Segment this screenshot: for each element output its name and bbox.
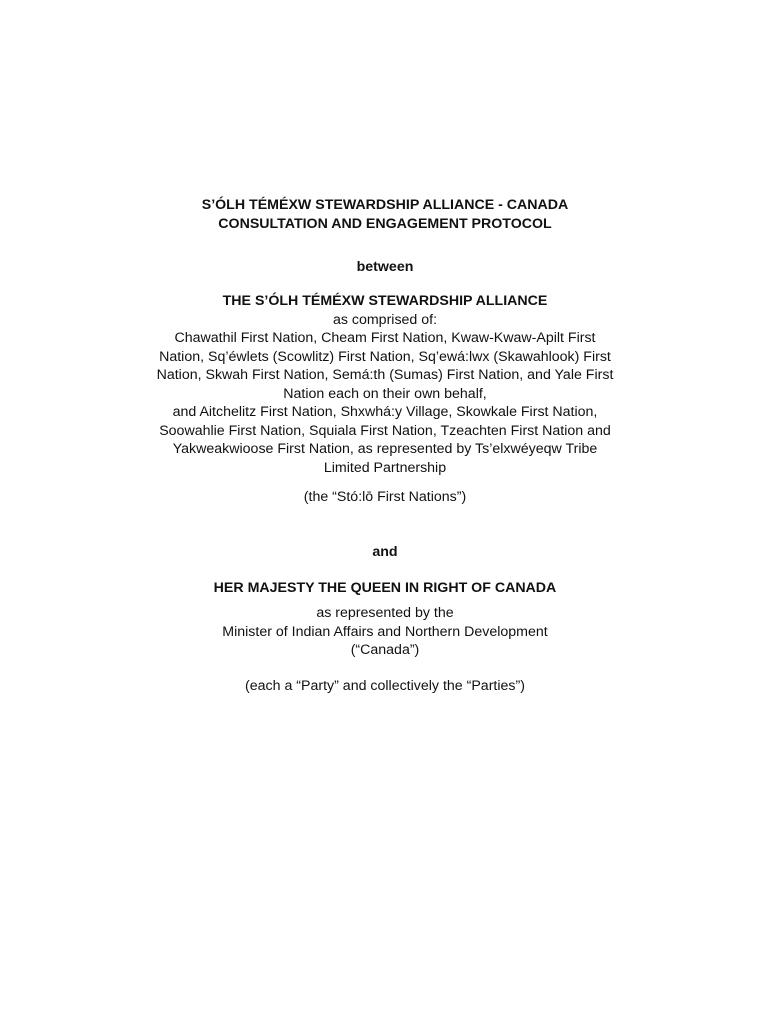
first-party-line-6: and Aitchelitz First Nation, Shxwhá:y Village, Skowkale First Nation, bbox=[172, 404, 598, 420]
first-party-line-3: Nation, Sq’éwlets (Scowlitz) First Nation, Sq’ewá:lwx (Skawahlook) First bbox=[159, 348, 611, 365]
second-party-name: HER MAJESTY THE QUEEN IN RIGHT OF CANADA bbox=[213, 580, 557, 596]
title-line-2: CONSULTATION AND ENGAGEMENT PROTOCOL bbox=[218, 215, 552, 232]
second-party-line-2: Minister of Indian Affairs and Northern Development bbox=[222, 623, 548, 640]
first-party-line-4: Nation, Skwah First Nation, Semá:th (Sumas) First Nation, and Yale First bbox=[156, 367, 614, 383]
parties-clause bbox=[120, 677, 650, 696]
second-party-section bbox=[120, 579, 650, 598]
first-party-line-7: Soowahlie First Nation, Squiala First Nation, Tzeachten First Nation and bbox=[159, 422, 611, 439]
first-party-line-2: Chawathil First Nation, Cheam First Nation, Kwaw-Kwaw-Apilt First bbox=[174, 330, 596, 346]
first-party-name: THE S’ÓLH TÉMÉXW STEWARDSHIP ALLIANCE bbox=[222, 293, 548, 309]
second-party-line-1: as represented by the bbox=[316, 605, 454, 621]
first-party-line-5: Nation each on their own behalf, bbox=[283, 385, 487, 402]
first-party-defined-as: (the “Stó:lō First Nations”) bbox=[303, 489, 467, 505]
document-title bbox=[120, 196, 650, 233]
first-party-line-9: Limited Partnership bbox=[323, 459, 447, 476]
parties-clause-text: (each a “Party” and collectively the “Parties”) bbox=[245, 678, 525, 694]
first-party-definition bbox=[120, 488, 650, 507]
second-party-details bbox=[120, 604, 650, 660]
first-party-section bbox=[120, 292, 650, 477]
first-party-line-8: Yakweakwioose First Nation, as represented by Ts’elxwéyeqw Tribe bbox=[172, 441, 598, 457]
and-text: and bbox=[372, 544, 398, 560]
title-line-1: S’ÓLH TÉMÉXW STEWARDSHIP ALLIANCE - CANADA bbox=[201, 197, 569, 213]
first-party-line-1: as comprised of: bbox=[332, 311, 438, 328]
between-label bbox=[120, 258, 650, 277]
and-label bbox=[120, 543, 650, 562]
second-party-line-3: (“Canada”) bbox=[350, 642, 420, 658]
between-text: between bbox=[356, 259, 414, 275]
